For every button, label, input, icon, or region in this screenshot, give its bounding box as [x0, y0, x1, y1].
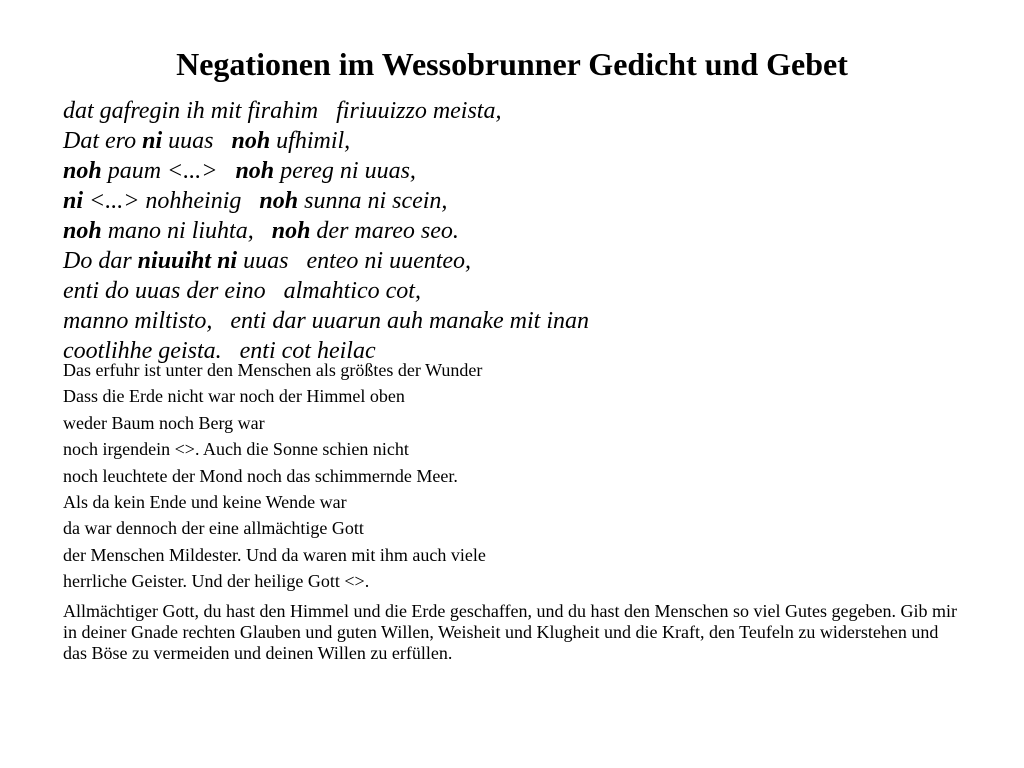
poem-text: enti do uuas der eino — [63, 278, 266, 304]
poem-text: uuas — [162, 128, 214, 154]
negation-word: noh — [271, 218, 311, 244]
negation-word: noh — [63, 218, 102, 244]
poem-text: der mareo seo. — [310, 218, 459, 244]
poem-text: mano ni liuhta, — [101, 218, 254, 244]
page-title: Negationen im Wessobrunner Gedicht und Gebet — [176, 46, 848, 82]
poem-line — [63, 126, 963, 156]
negation-word: noh — [63, 158, 102, 184]
translation-line: da war dennoch der eine allmächtige Gott — [63, 518, 364, 539]
negation-word: niuuiht — [137, 248, 212, 274]
translation-line: der Menschen Mildester. Und da waren mit ihm auch viele — [63, 544, 486, 565]
poem-text: manno miltisto, — [63, 308, 213, 334]
negation-word: ni — [142, 128, 163, 154]
poem-text: firiuuizzo meista, — [336, 98, 502, 124]
translation-line: noch irgendein <>. Auch die Sonne schien nicht — [63, 439, 409, 460]
poem-line — [63, 276, 963, 306]
negation-word: noh — [235, 158, 275, 184]
poem-line — [63, 216, 963, 246]
poem-text: ufhimil, — [270, 128, 351, 154]
translation-line: weder Baum noch Berg war — [63, 412, 265, 433]
poem-text: uuas — [237, 248, 289, 274]
poem-text: enti cot heilac — [239, 338, 376, 364]
poem-line — [63, 186, 963, 216]
translation-line: Das erfuhr ist unter den Menschen als größtes der Wunder — [63, 360, 483, 380]
poem-text: Dat ero — [63, 128, 143, 154]
poem-text: cootlihhe geista. — [63, 338, 222, 364]
poem-text: <...> nohheinig — [83, 188, 242, 214]
poem-text: pereg ni uuas, — [274, 158, 416, 184]
poem-line — [63, 306, 963, 336]
poem-text: sunna ni scein, — [298, 188, 448, 214]
translation-line: herrliche Geister. Und der heilige Gott <>. — [63, 571, 370, 592]
translation-line: Dass die Erde nicht war noch der Himmel oben — [63, 386, 405, 407]
german-translation — [63, 357, 963, 595]
negation-word: noh — [259, 188, 299, 214]
negation-word: ni — [63, 188, 84, 214]
translation-line: noch leuchtete der Mond noch das schimmernde Meer. — [63, 465, 458, 486]
poem-text: dat gafregin ih mit firahim — [63, 98, 319, 124]
poem-line — [63, 246, 963, 276]
negation-word: ni — [217, 248, 238, 274]
translation-line: Als da kein Ende und keine Wende war — [63, 492, 347, 513]
poem-text: almahtico cot, — [283, 278, 421, 304]
poem-text: paum <...> — [101, 158, 218, 184]
poem-text: enti dar uuarun auh manake mit inan — [230, 308, 589, 334]
poem-text: Do dar — [63, 248, 138, 274]
poem-line — [63, 96, 963, 126]
prayer-text: Allmächtiger Gott, du hast den Himmel und die Erde geschaffen, und du hast den Menschen so viel Gutes gegeben. Gib mir in deiner Gnade rechten Glauben und guten Willen, Weisheit und Klugheit und die Kraft, den Teufeln zu widerstehen und das Böse zu vermeiden und deinen Willen zu erfüllen. — [63, 601, 957, 663]
old-high-german-poem — [63, 96, 963, 366]
poem-line — [63, 156, 963, 186]
poem-text: enteo ni uuenteo, — [306, 248, 472, 274]
negation-word: noh — [231, 128, 271, 154]
